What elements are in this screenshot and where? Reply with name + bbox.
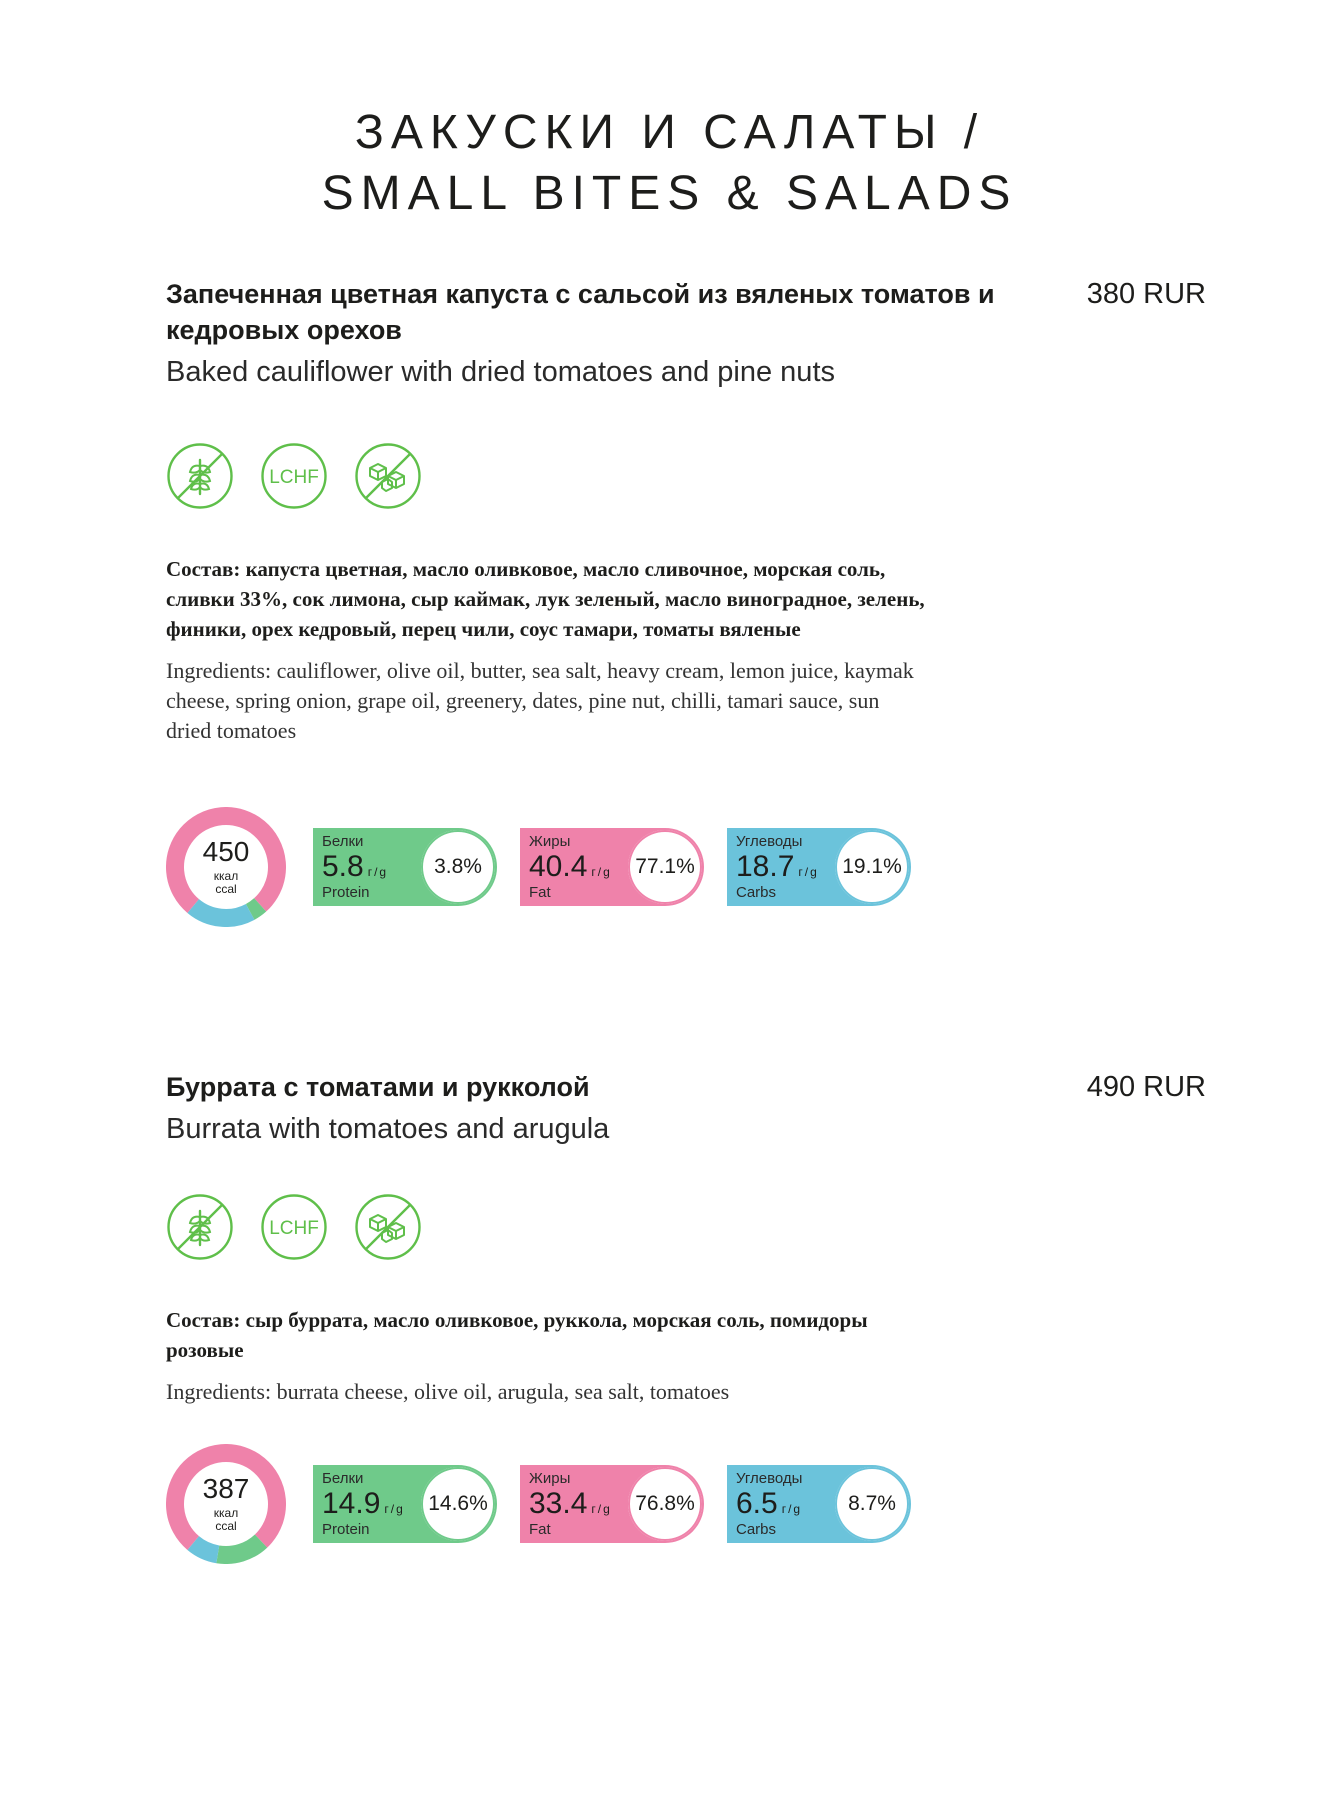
kcal-unit-ru: ккал [213,869,239,883]
dish-name-ru: Запеченная цветная капуста с сальсой из вяленых томатов и кедровых орехов [166,279,995,345]
fat-value: 40.4 [529,850,588,883]
carbs-percent: 19.1% [835,830,909,904]
kcal-unit-en: ccal [215,882,237,896]
fat-pill [520,1465,704,1543]
ingredients-en: Ingredients: cauliflower, olive oil, butter, sea salt, heavy cream, lemon juice, kaymak cheese, spring onion, grape oil, greenery, dates, pine nut, chilli, tamari sauce, sun dried tomatoes [166,658,914,743]
fat-percent: 76.8% [628,1467,702,1541]
dish-card [166,276,1206,901]
ingredients-en: Ingredients: burrata cheese, olive oil, arugula, sea salt, tomatoes [166,1379,730,1404]
donut-segment-fat [166,807,286,927]
protein-unit: г/g [367,865,389,879]
protein-percent: 3.8% [421,830,495,904]
carbs-pill [727,1465,911,1543]
fat-label-ru: Жиры [529,833,571,850]
diet-icons [166,1193,422,1261]
composition [166,554,926,746]
carbs-label-ru: Углеводы [736,833,803,850]
nutrition-panel [166,807,966,937]
carbs-unit: г/g [781,1502,803,1516]
protein-value: 14.9 [322,1487,381,1520]
fat-label-ru: Жиры [529,1470,571,1487]
composition-ru: Состав: сыр буррата, масло оливковое, руккола, морская соль, помидоры розовые [166,1308,868,1362]
carbs-label-ru: Углеводы [736,1470,803,1487]
lchf-label: LCHF [269,1218,319,1239]
protein-label-ru: Белки [322,1470,364,1487]
lchf-icon [260,442,328,510]
fat-percent: 77.1% [628,830,702,904]
donut-segment-fat [166,1444,286,1564]
sugar-free-icon [354,1193,422,1261]
protein-label-en: Protein [322,1521,370,1538]
protein-unit: г/g [384,1502,405,1516]
dish-card [166,1069,1206,1538]
diet-icons [166,442,422,510]
dish-price: 490 RUR [1086,1071,1206,1103]
fat-label-en: Fat [529,1521,551,1538]
composition [166,1305,926,1407]
protein-pill [313,1465,497,1543]
page-title-en: SMALL BITES & SALADS [321,167,1018,220]
carbs-label-en: Carbs [736,1521,777,1538]
dish-price: 380 RUR [1086,278,1206,310]
protein-label-ru: Белки [322,833,364,850]
lchf-icon [260,1193,328,1261]
kcal-unit-en: ccal [215,1519,237,1533]
kcal-unit [166,870,286,896]
calorie-donut [166,807,286,927]
carbs-unit: г/g [798,865,819,879]
dish-name-en: Baked cauliflower with dried tomatoes and pine nuts [166,356,835,388]
gluten-free-icon [166,442,234,510]
dish-name-en: Burrata with tomatoes and arugula [166,1113,610,1145]
nutrition-panel [166,1444,966,1574]
protein-pill [313,828,497,906]
sugar-free-icon [354,442,422,510]
kcal-value: 387 [202,1473,250,1504]
fat-value: 33.4 [529,1487,588,1520]
kcal-unit-ru: ккал [213,1506,239,1520]
carbs-pill [727,828,911,906]
gluten-free-icon [166,1193,234,1261]
kcal-unit [166,1507,286,1533]
fat-unit: г/g [591,865,612,879]
carbs-value: 18.7 [736,850,795,883]
kcal-value: 450 [202,836,250,867]
carbs-percent: 8.7% [835,1467,909,1541]
dish-name-ru: Буррата с томатами и рукколой [166,1072,590,1102]
fat-pill [520,828,704,906]
carbs-value: 6.5 [736,1487,778,1520]
composition-ru: Состав: капуста цветная, масло оливковое, масло сливочное, морская соль, сливки 33%, сок лимона, сыр каймак, лук зеленый, масло виноградное, зелень, финики, орех кедровый, перец чили, соус тамари, томаты вяленые [166,557,925,641]
page-title [0,102,1339,224]
page-title-ru: ЗАКУСКИ И САЛАТЫ / [354,106,985,159]
calorie-donut [166,1444,286,1564]
carbs-label-en: Carbs [736,884,777,901]
lchf-label: LCHF [269,467,319,488]
fat-unit: г/g [591,1502,612,1516]
protein-percent: 14.6% [421,1467,495,1541]
fat-label-en: Fat [529,884,551,901]
protein-label-en: Protein [322,884,370,901]
protein-value: 5.8 [322,850,364,883]
